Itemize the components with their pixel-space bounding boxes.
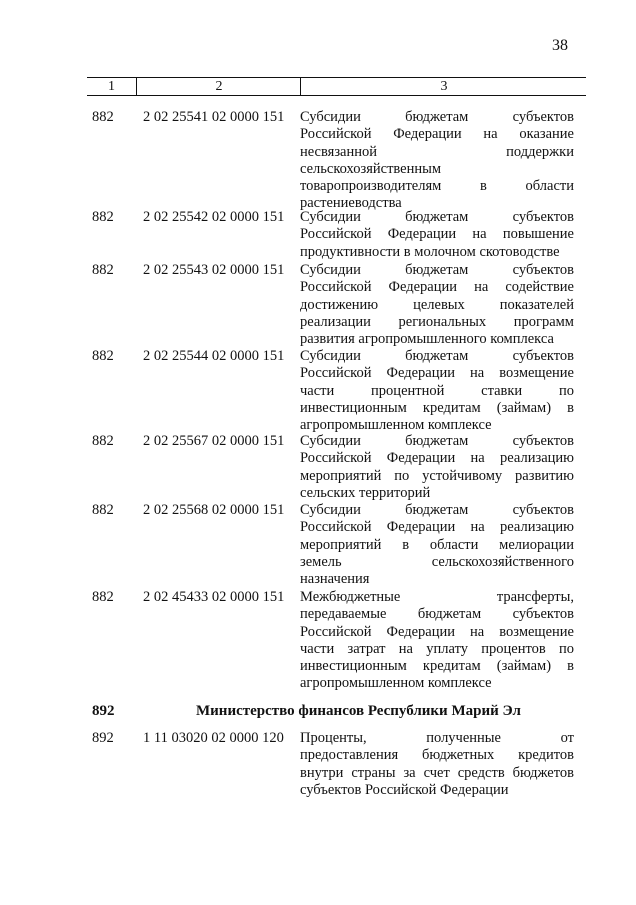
- row-description: [300, 433, 574, 502]
- section-title: Министерство финансов Республики Марий Эл: [196, 703, 521, 719]
- row-number: 882: [92, 109, 114, 125]
- description-line: развития агропромышленного комплекса: [300, 331, 554, 348]
- row-description: [300, 348, 574, 434]
- row-code: 2 02 25567 02 0000 151: [143, 433, 285, 449]
- description-line: продуктивности в молочном скотоводстве: [300, 243, 560, 260]
- description-line: мероприятий по устойчивому развитию: [300, 467, 574, 484]
- row-code: 2 02 45433 02 0000 151: [143, 589, 285, 605]
- description-line: сельских территорий: [300, 484, 431, 501]
- description-line: Российской Федерации на повышение: [300, 226, 574, 243]
- row-code: 2 02 25568 02 0000 151: [143, 502, 285, 518]
- row-number: 882: [92, 589, 114, 605]
- table-header: [87, 77, 586, 96]
- description-line: Российской Федерации на содействие: [300, 279, 574, 296]
- description-line: Проценты, полученные от: [300, 730, 574, 746]
- description-line: передаваемые бюджетам субъектов: [300, 606, 574, 623]
- description-line: Субсидии бюджетам субъектов: [300, 262, 574, 278]
- description-line: внутри страны за счет средств бюджетов: [300, 764, 574, 781]
- row-description: [300, 589, 574, 693]
- row-number: 882: [92, 209, 114, 225]
- row-code: 2 02 25541 02 0000 151: [143, 109, 285, 125]
- page-number: 38: [552, 37, 568, 54]
- column-header-3: 3: [300, 78, 587, 95]
- column-header-2: 2: [136, 78, 301, 95]
- description-line: инвестиционным кредитам (займам) в: [300, 658, 574, 675]
- description-line: мероприятий в области мелиорации: [300, 536, 574, 553]
- description-line: инвестиционным кредитам (займам) в: [300, 399, 574, 416]
- row-number: 882: [92, 433, 114, 449]
- description-line: несвязанной поддержки: [300, 143, 574, 160]
- description-line: достижению целевых показателей: [300, 296, 574, 313]
- row-description: [300, 502, 574, 588]
- row-description: [300, 109, 574, 213]
- row-code: 2 02 25544 02 0000 151: [143, 348, 285, 364]
- row-number: 892: [92, 730, 114, 746]
- description-line: части затрат на уплату процентов по: [300, 640, 574, 657]
- column-header-1: 1: [108, 79, 115, 94]
- description-line: товаропроизводителям в области: [300, 178, 574, 195]
- row-number: 882: [92, 262, 114, 278]
- description-line: Межбюджетные трансферты,: [300, 589, 574, 605]
- row-code: 1 11 03020 02 0000 120: [143, 730, 284, 746]
- row-description: [300, 209, 574, 261]
- description-line: Субсидии бюджетам субъектов: [300, 209, 574, 225]
- description-line: Российской Федерации на возмещение: [300, 623, 574, 640]
- section-number: 892: [92, 703, 115, 719]
- description-line: предоставления бюджетных кредитов: [300, 747, 574, 764]
- description-line: Субсидии бюджетам субъектов: [300, 348, 574, 364]
- description-line: Российской Федерации на оказание: [300, 126, 574, 143]
- row-number: 882: [92, 502, 114, 518]
- description-line: агропромышленном комплексе: [300, 675, 492, 692]
- description-line: Российской Федерации на возмещение: [300, 365, 574, 382]
- description-line: назначения: [300, 571, 370, 588]
- description-line: реализации региональных программ: [300, 313, 574, 330]
- description-line: агропромышленном комплексе: [300, 417, 492, 434]
- description-line: Российской Федерации на реализацию: [300, 519, 574, 536]
- row-code: 2 02 25543 02 0000 151: [143, 262, 285, 278]
- description-line: сельскохозяйственным: [300, 160, 442, 177]
- description-line: Субсидии бюджетам субъектов: [300, 433, 574, 449]
- description-line: субъектов Российской Федерации: [300, 781, 509, 798]
- description-line: Субсидии бюджетам субъектов: [300, 109, 574, 125]
- description-line: Российской Федерации на реализацию: [300, 450, 574, 467]
- row-code: 2 02 25542 02 0000 151: [143, 209, 285, 225]
- row-description: [300, 730, 574, 799]
- row-number: 882: [92, 348, 114, 364]
- row-description: [300, 262, 574, 348]
- description-line: части процентной ставки по: [300, 382, 574, 399]
- description-line: растениеводства: [300, 195, 402, 212]
- description-line: земель сельскохозяйственного: [300, 553, 574, 570]
- description-line: Субсидии бюджетам субъектов: [300, 502, 574, 518]
